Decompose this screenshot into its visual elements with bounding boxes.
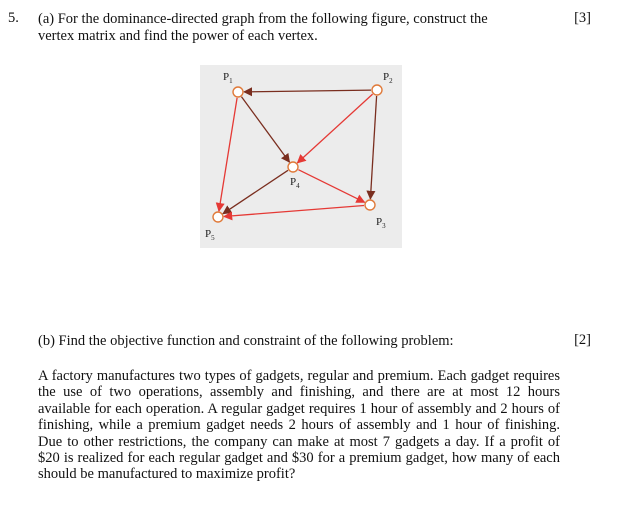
vertex-label-p5: $P_5$ bbox=[205, 228, 215, 242]
part-b-marks: [2] bbox=[574, 332, 591, 348]
question-number: 5. bbox=[8, 10, 19, 26]
paragraph-line: gadget, how many of each should be manufactured to maximize profit? bbox=[38, 450, 560, 483]
vertex-label-p4: $P_4$ bbox=[290, 176, 300, 190]
paragraph-line: A factory manufactures two types of gadgets, regular and premium. Each gadget bbox=[38, 368, 510, 384]
part-b-problem-paragraph bbox=[38, 368, 560, 483]
paragraph-line: 2 hours of finishing, while a premium gadget needs 2 hours of assembly and 1 hour bbox=[38, 400, 560, 434]
paragraph-line: day. If a profit of $20 is realized for each regular gadget and $30 for a premium bbox=[38, 433, 561, 467]
vertex-label-p2: $P_2$ bbox=[383, 71, 393, 85]
vertex-p3 bbox=[365, 200, 375, 210]
part-a-marks: [3] bbox=[574, 10, 591, 26]
part-a-text-line-1: (a) For the dominance-directed graph from the following figure, construct the bbox=[38, 11, 488, 27]
vertex-p5 bbox=[213, 212, 223, 222]
vertex-p2 bbox=[372, 85, 382, 95]
vertex-p4 bbox=[288, 162, 298, 172]
part-a-text-line-2: vertex matrix and find the power of each vertex. bbox=[38, 28, 318, 44]
dominance-graph-figure bbox=[200, 65, 402, 248]
figure-background bbox=[200, 65, 402, 248]
vertex-label-p3: $P_3$ bbox=[376, 216, 386, 230]
vertex-label-p1: $P_1$ bbox=[223, 71, 233, 85]
paragraph-line: hours available for each operation. A regular gadget requires 1 hour of assembly and bbox=[38, 384, 561, 417]
paragraph-line: of finishing. Due to other restrictions, the company can make at most 7 gadgets a bbox=[38, 417, 560, 450]
part-b-heading: (b) Find the objective function and constraint of the following problem: bbox=[38, 333, 454, 349]
dominance-graph-svg bbox=[200, 65, 402, 248]
paragraph-line: requires the use of two operations, assembly and finishing, and there are at most 12 bbox=[38, 368, 561, 401]
vertex-p1 bbox=[233, 87, 243, 97]
